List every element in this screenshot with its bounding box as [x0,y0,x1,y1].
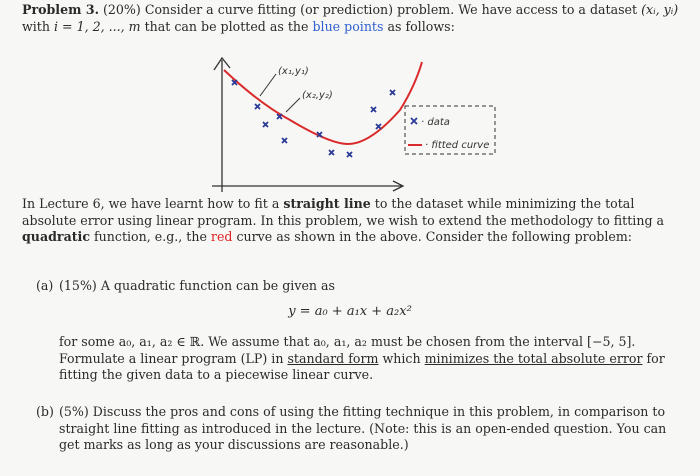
dataset-symbol: (xᵢ, yᵢ) [641,2,679,17]
fitted-curve [224,62,422,144]
part-a-text: (15%) A quadratic function can be given as [59,278,335,293]
lecture-paragraph: In Lecture 6, we have learnt how to fit a straight line to the dataset while minimizing the total absolute error using linear program. In this problem, we wish to extend the methodology to fitting a quadratic function, e.g., the red curve as shown in the above. Consider the following problem: [22,196,665,244]
legend-data-marker [411,118,417,124]
label-point2: (x₂,y₂) [302,90,333,101]
blue-points-phrase: blue points [312,18,384,34]
problem-title: Problem 3. [22,2,99,17]
data-point [347,152,352,157]
pointer-point2 [286,98,300,112]
bold-straight-line: straight line [283,196,371,211]
data-point [376,124,381,129]
data-point [329,150,334,155]
part-a-label: (a) [36,278,54,293]
curve-fitting-figure [200,44,510,194]
quadratic-equation: y = a₀ + a₁x + a₂x² [288,304,412,319]
data-point [282,138,287,143]
underline-standard-form: standard form [287,350,379,366]
label-point1: (x₁,y₁) [278,66,309,77]
bold-quadratic: quadratic [22,229,90,244]
part-b-text: (5%) Discuss the pros and cons of using the fitting technique in this problem, in comparison to straight line fitting as introduced in the lecture. (Note: this is an open-ended question. You can get marks as long as your discussions are reasonable.) [59,404,667,452]
index-range: i = 1, 2, ..., m [54,18,141,34]
legend-data-label: · data [421,117,450,128]
legend-curve-label: · fitted curve [425,140,490,151]
data-point [390,90,395,95]
data-point [371,107,376,112]
data-point [263,122,268,127]
red-word: red [210,229,233,244]
part-a-formulation: for some a₀, a₁, a₂ ∈ ℝ. We assume that a₀, a₁, a₂ must be chosen from the interval [−5, 5]. Formulate a linear program (LP) in standard form which minimizes the total absolute error for fitting the given data to a piecewise linear curve. [59,334,665,382]
pointer-point1 [260,74,276,96]
data-point [255,104,260,109]
problem-weight: (20%) [102,2,141,17]
problem-intro: Problem 3. (20%) Consider a curve fitting (or prediction) problem. We have access to a dataset (xᵢ, yᵢ) with i = 1, 2, ..., m that can be plotted as the blue points as follows: [22,2,679,34]
part-b-label: (b) [36,404,54,419]
underline-min-abs-error: minimizes the total absolute error [424,350,643,366]
